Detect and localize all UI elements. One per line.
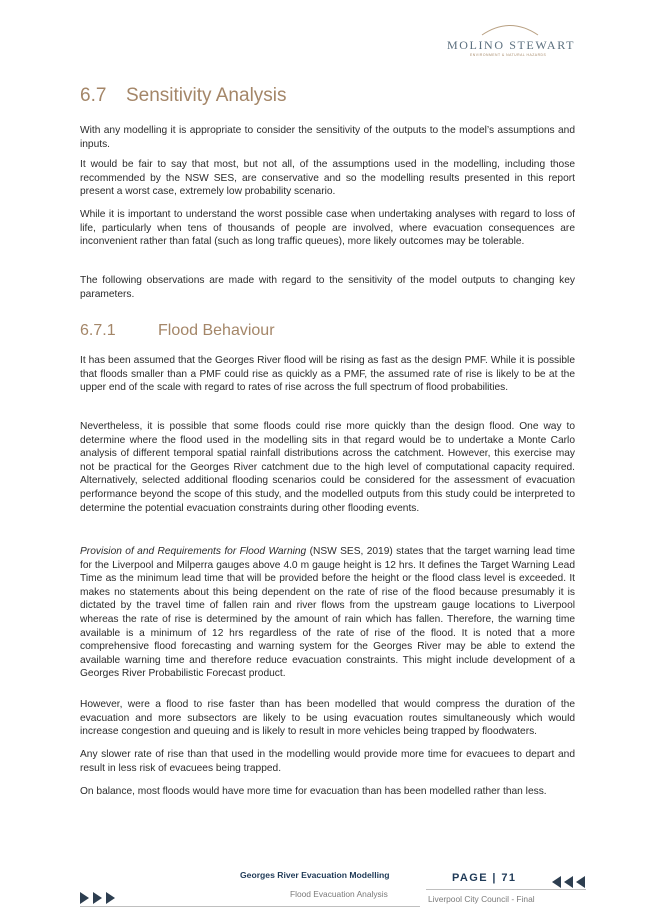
footer-rule-left: [80, 906, 420, 907]
publication-title: Provision of and Requirements for Flood Warning: [80, 546, 307, 557]
intro-paragraph-2: It would be fair to say that most, but not all, of the assumptions used in the modelling, including those recommended by the NSW SES, are conservative and so the modelling results presented in this report present a worst case, extremely low probability scenario.: [80, 159, 575, 198]
page-number: PAGE | 71: [452, 872, 517, 884]
body-paragraph-1: It has been assumed that the Georges River flood will be rising as fast as the design PMF. While it is possible that floods smaller than a PMF could rise as quickly as a PMF, the assumed rate of rise is likely to be at the upper end of the scale with regard to rates of rise across the full spectrum of flood probabilities.: [80, 355, 575, 394]
footer-client: Liverpool City Council - Final: [428, 894, 535, 904]
intro-paragraph-3: While it is important to understand the worst possible case when undertaking analyses with regard to loss of life, particularly when tens of thousands of people are involved, where evacuation consequences are inconvenient rather than fatal (such as long traffic queues), more likely outcomes may be tolerable.: [80, 209, 575, 248]
subsection-number: 6.7.1: [80, 322, 116, 339]
footer-rule-right: [426, 889, 586, 890]
footer-report-title: Georges River Evacuation Modelling: [240, 870, 390, 880]
subsection-heading: [80, 322, 275, 340]
section-title: Sensitivity Analysis: [126, 85, 287, 106]
triangle-arrows-left-icon: [552, 876, 588, 888]
section-heading: [80, 85, 287, 107]
body-paragraph-5: Any slower rate of rise than that used in the modelling would provide more time for evacuees to depart and result in less risk of evacuees being trapped.: [80, 749, 575, 774]
logo-name: MOLINO STEWART: [447, 38, 576, 52]
body-paragraph-3: [80, 545, 575, 681]
logo-tagline: ENVIRONMENT & NATURAL HAZARDS: [470, 53, 547, 57]
body-paragraph-6: On balance, most floods would have more time for evacuation than has been modelled rather than less.: [80, 786, 547, 797]
intro-paragraph-4: The following observations are made with regard to the sensitivity of the model outputs to changing key parameters.: [80, 275, 575, 300]
section-number: 6.7: [80, 85, 107, 106]
footer-report-subtitle: Flood Evacuation Analysis: [290, 889, 388, 899]
molino-stewart-logo: [440, 22, 580, 62]
body-paragraph-2: Nevertheless, it is possible that some floods could rise more quickly than the design flood. One way to determine where the flood used in the modelling sits in that regard would be to undertake a Monte Carlo analysis of different temporal spatial rainfall distributions across the catchment. However, this exercise may not be practical for the Georges River catchment due to the high level of computational capacity required. Alternatively, selected additional flooding scenarios could be considered for the assessment of evacuation performance beyond the scope of this study, and the modelled outputs from this study could be interpreted to determine the potential evacuation constraints during other flooding events.: [80, 421, 575, 514]
intro-paragraph-1: With any modelling it is appropriate to consider the sensitivity of the outputs to the model’s assumptions and inputs.: [80, 125, 575, 150]
triangle-arrows-right-icon: [80, 892, 120, 904]
logo-arc-icon: [480, 22, 540, 36]
subsection-title: Flood Behaviour: [158, 322, 275, 339]
body-paragraph-3-text: (NSW SES, 2019) states that the target warning lead time for the Liverpool and Milperra gauges above 4.0 m gauge height is 12 hrs. It defines the Target Warning Lead Time as the minimum lead time that will be provided before the height or the flood class level is exceeded. It makes no statements about this being dependent on the rate of rise of the flood because presumably it is dictated by the travel time of fallen rain and river flows from the upstream gauge locations to Liverpool whereas the rate of rise is determined by the amount of rain which has fallen. Therefore, the warning time available is a minimum of 12 hrs regardless of the rate of rise of the flood. It is noted that a more comprehensive flood forecasting and warning system for the Georges River may be able to extend the available warning time and therefore reduce evacuation constraints. This might include development of a Georges River Probabilistic Forecast product.: [80, 546, 575, 680]
body-paragraph-4: However, were a flood to rise faster than has been modelled that would compress the duration of the evacuation and more subsectors are likely to be using evacuation routes simultaneously which would increase congestion and queuing and is likely to result in more vehicles being trapped by floodwaters.: [80, 699, 575, 738]
